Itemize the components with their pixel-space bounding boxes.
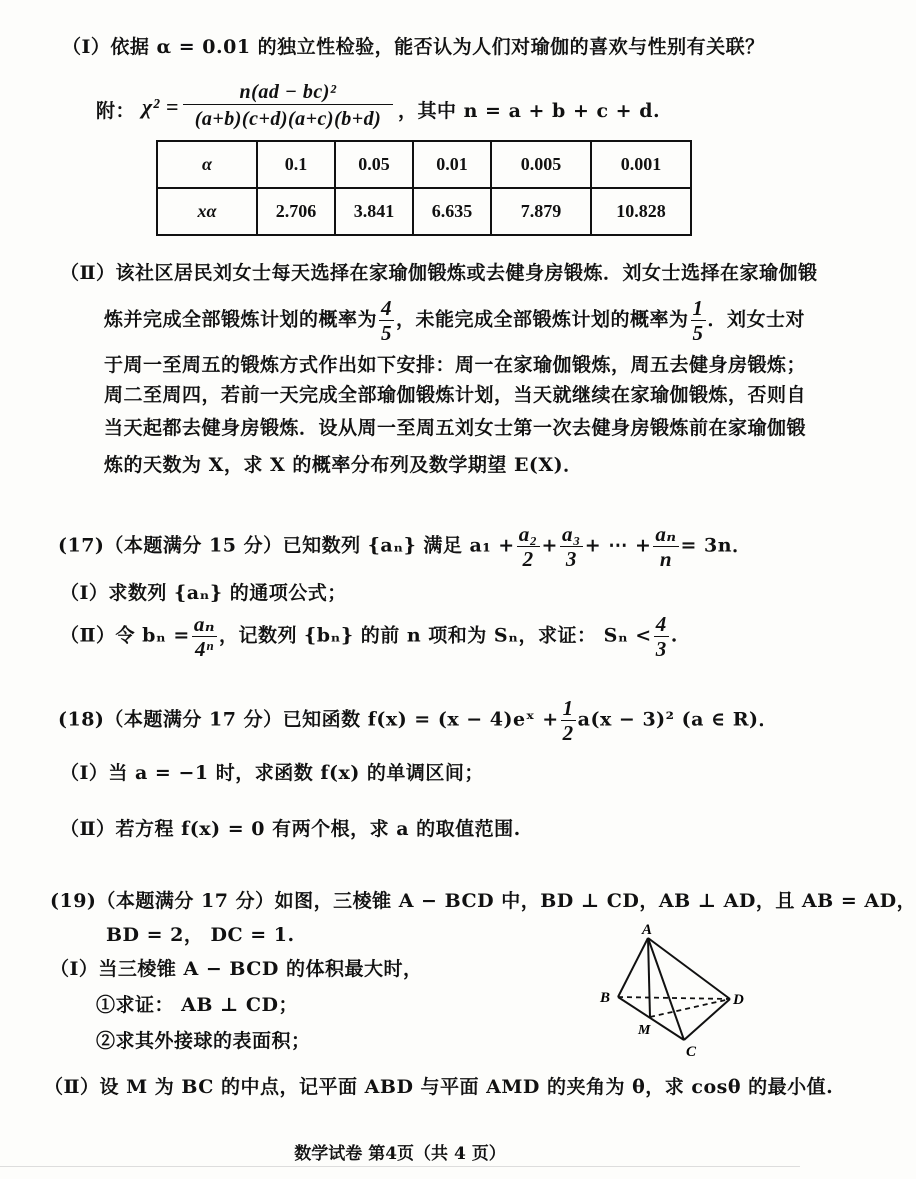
fraction-one-fifth: [691, 296, 706, 345]
q19-part1-b: ②求其外接球的表面积；: [96, 1030, 311, 1052]
part2-line1: （Ⅱ）该社区居民刘女士每天选择在家瑜伽锻炼或去健身房锻炼．刘女士选择在家瑜伽锻: [60, 262, 818, 284]
row-label-x-alpha: xα: [157, 188, 257, 235]
edge-bd-hidden: [618, 997, 730, 999]
part2-line6: 炼的天数为 X，求 X 的概率分布列及数学期望 E(X)．: [104, 454, 583, 476]
fraction-numerator: a₃: [561, 522, 581, 546]
fraction-denominator: 5: [692, 321, 704, 346]
critical-value-table: [156, 140, 692, 236]
fraction-denominator: n: [659, 547, 673, 572]
chi-square-lhs: χ² =: [142, 94, 179, 119]
x-alpha-cell: 10.828: [591, 188, 691, 235]
edge-ad: [648, 938, 730, 999]
q19-stem-line2: BD = 2， DC = 1.: [106, 924, 295, 946]
fraction-numerator: a₂: [518, 522, 538, 546]
fraction-four-fifths: [379, 296, 394, 345]
fraction-denominator: 3: [565, 547, 577, 572]
part2-line2-text-b: ，未能完成全部锻炼计划的概率为: [396, 308, 689, 331]
q17-part2-end: .: [670, 624, 678, 647]
page-divider: [0, 1166, 800, 1167]
fraction-denominator: 5: [381, 321, 393, 346]
x-alpha-cell: 2.706: [257, 188, 335, 235]
x-alpha-cell: 3.841: [335, 188, 413, 235]
part2-line3: 于周一至周五的锻炼方式作出如下安排：周一在家瑜伽锻炼，周五去健身房锻炼；: [104, 354, 807, 376]
edge-md-hidden: [650, 999, 730, 1017]
q17-part2-a: （Ⅱ）令 bₙ =: [60, 624, 190, 647]
q18-part1: （Ⅰ）当 a = −1 时，求函数 f(x) 的单调区间；: [60, 762, 484, 784]
part2-line4: 周二至周四，若前一天完成全部瑜伽锻炼计划，当天就继续在家瑜伽锻炼，否则自: [104, 384, 807, 406]
formula-numerator: n(ad − bc)²: [183, 80, 393, 105]
q17-part2-b: ，记数列 {bₙ} 的前 n 项和为 Sₙ，求证： Sₙ <: [218, 624, 652, 647]
alpha-cell: 0.01: [413, 141, 491, 188]
fraction-numerator: aₙ: [655, 522, 677, 546]
row-label-alpha: α: [157, 141, 257, 188]
fraction-denominator: 2: [562, 721, 574, 746]
edge-bc: [618, 997, 684, 1040]
fraction-an-over-n: [653, 522, 678, 571]
fraction-a3-over-3: [560, 522, 583, 571]
fraction-a2-over-2: [517, 522, 540, 571]
page-footer: 数学试卷 第4页（共 4 页）: [294, 1144, 506, 1164]
q18-part2: （Ⅱ）若方程 f(x) = 0 有两个根，求 a 的取值范围.: [60, 818, 521, 840]
formula-prefix: 附：: [96, 100, 136, 122]
q19-part1: （Ⅰ）当三棱锥 A − BCD 的体积最大时，: [50, 958, 423, 980]
fraction-one-half: [561, 696, 576, 745]
q19-part1-a: ①求证： AB ⊥ CD；: [96, 994, 298, 1016]
alpha-cell: 0.1: [257, 141, 335, 188]
part1-question: （Ⅰ）依据 α = 0.01 的独立性检验，能否认为人们对瑜伽的喜欢与性别有关联？: [62, 36, 765, 58]
x-alpha-cell: 7.879: [491, 188, 591, 235]
alpha-cell: 0.05: [335, 141, 413, 188]
alpha-cell: 0.001: [591, 141, 691, 188]
formula-suffix: ，其中 n = a + b + c + d.: [398, 100, 661, 122]
tetrahedron-figure: [588, 922, 768, 1058]
edge-am: [648, 938, 650, 1017]
fraction-numerator: 4: [381, 296, 393, 320]
q19-stem-line1: (19)（本题满分 17 分）如图，三棱锥 A − BCD 中，BD ⊥ CD，AB ⊥ AD，且 AB = AD，: [50, 890, 916, 912]
formula-denominator: (a+b)(c+d)(a+c)(b+d): [194, 108, 382, 130]
label-b: B: [600, 990, 611, 1006]
edge-ac: [648, 938, 684, 1040]
label-c: C: [686, 1044, 697, 1060]
q19-part2: （Ⅱ）设 M 为 BC 的中点，记平面 ABD 与平面 AMD 的夹角为 θ，求 cosθ 的最小值.: [44, 1076, 834, 1098]
plus-sign: +: [541, 534, 558, 557]
label-a: A: [642, 922, 653, 938]
fraction-numerator: 1: [562, 696, 574, 720]
fraction-four-thirds: [654, 612, 669, 661]
edge-cd: [684, 999, 730, 1040]
part2-line5: 当天起都去健身房锻炼．设从周一至周五刘女士第一次去健身房锻炼前在家瑜伽锻: [104, 417, 807, 439]
fraction-numerator: 1: [692, 296, 704, 320]
fraction-denominator: 2: [522, 547, 534, 572]
q18-stem: [58, 696, 778, 745]
fraction-denominator: 4ⁿ: [194, 637, 214, 662]
edge-ab: [618, 938, 648, 997]
part2-line2-text-c: ．刘女士对: [707, 308, 806, 331]
ellipsis-sum: + ⋯ +: [584, 534, 652, 557]
q17-stem-a: (17)（本题满分 15 分）已知数列 {aₙ} 满足 a₁ +: [58, 534, 515, 557]
q17-part2: [60, 612, 678, 661]
x-alpha-cell: 6.635: [413, 188, 491, 235]
fraction-denominator: 3: [655, 637, 667, 662]
fraction-numerator: 4: [655, 612, 667, 636]
fraction-numerator: aₙ: [193, 612, 215, 636]
q17-stem: [58, 522, 752, 571]
q18-stem-b: a(x − 3)² (a ∈ R)．: [577, 708, 778, 731]
alpha-cell: 0.005: [491, 141, 591, 188]
fraction-an-over-4n: [192, 612, 217, 661]
q18-stem-a: (18)（本题满分 17 分）已知函数 f(x) = (x − 4)eˣ +: [58, 708, 559, 731]
part2-line2-text-a: 炼并完成全部锻炼计划的概率为: [104, 308, 378, 331]
part2-line2: [104, 296, 805, 345]
label-m: M: [638, 1023, 651, 1038]
table-row: [157, 141, 691, 188]
q17-stem-b: = 3n．: [680, 534, 752, 557]
label-d: D: [733, 992, 744, 1008]
table-row: [157, 188, 691, 235]
q17-part1: （Ⅰ）求数列 {aₙ} 的通项公式；: [60, 582, 347, 604]
